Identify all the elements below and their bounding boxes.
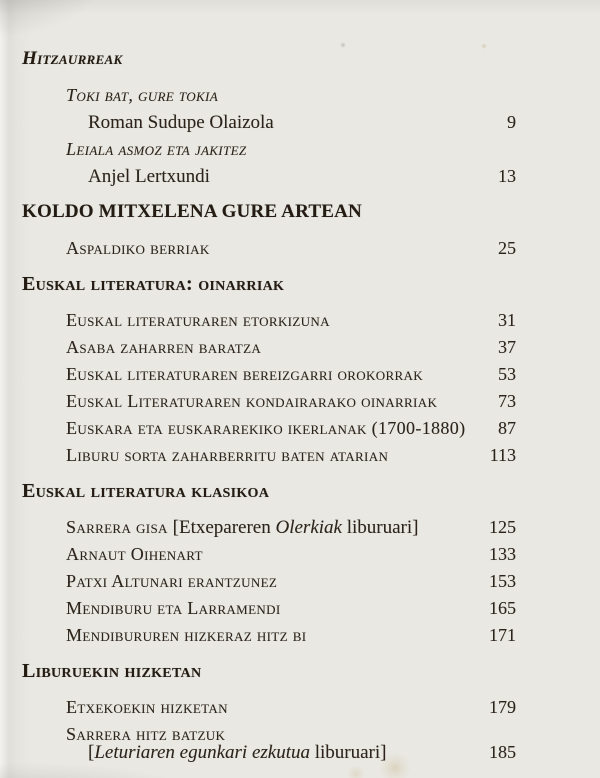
toc-entry (66, 568, 516, 595)
toc-entry-page: 165 (489, 598, 516, 618)
toc-entry-label (88, 109, 470, 136)
toc-entry-label (66, 361, 470, 388)
toc-entry (66, 694, 516, 721)
toc-entry-page: 153 (489, 571, 516, 591)
toc-entry-page: 31 (498, 310, 516, 330)
toc-entry-segment: Roman Sudupe Olaizola (88, 112, 274, 133)
toc-entry-label (66, 514, 470, 541)
toc-section-heading: Euskal literatura: oinarriak (22, 273, 285, 295)
toc-entry-segment: [ (88, 742, 95, 763)
toc-entry (66, 361, 516, 388)
toc-entry-segment: liburuari] (309, 742, 387, 763)
toc-entry-label (66, 568, 470, 595)
toc-entry-label (66, 415, 470, 442)
toc-entry-page: 9 (507, 112, 516, 132)
toc-section (22, 656, 516, 764)
toc-entry (66, 235, 516, 262)
toc-entry-segment: Mendibururen hizkeraz hitz bi (66, 625, 307, 645)
toc-entry-label (66, 334, 470, 361)
toc-entry-page: 113 (489, 445, 516, 465)
toc-entry-segment: Mendiburu eta Larramendi (66, 598, 281, 618)
toc-entry (66, 136, 516, 163)
toc-entry (88, 109, 516, 136)
toc-entry (88, 740, 516, 764)
toc-entry-page: 53 (498, 364, 516, 384)
toc-section (22, 197, 516, 262)
toc-entry (88, 163, 516, 190)
toc-entry-segment: Liburu sorta zaharberritu baten atarian (66, 445, 389, 465)
toc-entry-segment: Sarrera hitz batzuk (66, 724, 226, 744)
toc-entry-page: 125 (489, 517, 516, 537)
toc-entry-page: 171 (489, 625, 516, 645)
toc-entry-page: 133 (489, 544, 516, 564)
toc-entry-segment: Patxi Altunari erantzunez (66, 571, 278, 591)
table-of-contents (22, 44, 516, 764)
toc-entry-segment: [Etxepareren (172, 517, 276, 538)
toc-entry-segment: Leiala asmoz eta jakitez (66, 139, 247, 159)
toc-entry (66, 334, 516, 361)
toc-entry-page: 185 (489, 742, 516, 762)
toc-entry-segment: Sarrera gisa (66, 517, 173, 537)
toc-entry-segment: Arnaut Oihenart (66, 544, 203, 564)
toc-entry (66, 82, 516, 109)
toc-entry (66, 388, 516, 415)
toc-entry-segment: Leturiaren egunkari ezkutua (94, 742, 310, 763)
toc-entry (66, 442, 516, 469)
toc-entry-label (66, 82, 516, 109)
toc-entry-page: 37 (498, 337, 516, 357)
toc-entry-label (88, 163, 470, 190)
toc-entry (66, 307, 516, 334)
toc-entry-segment: Etxekoekin hizketan (66, 697, 228, 717)
toc-entry-segment: Euskal literaturaren etorkizuna (66, 310, 330, 330)
toc-entry-label (66, 235, 470, 262)
toc-section-heading: Hitzaurreak (22, 48, 123, 69)
toc-entry (66, 514, 516, 541)
toc-entry-page: 73 (498, 391, 516, 411)
toc-entry-page: 179 (489, 697, 516, 717)
toc-entry-segment: Aspaldiko berriak (66, 238, 210, 258)
toc-entry-segment: Olerkiak (275, 517, 342, 538)
toc-entry (66, 622, 516, 649)
toc-entry-page: 13 (498, 166, 516, 186)
toc-entry-label (66, 136, 516, 163)
toc-entry (66, 595, 516, 622)
toc-entry (66, 541, 516, 568)
toc-entry-label (88, 740, 470, 765)
toc-entry-label (66, 595, 470, 622)
toc-entry-segment: Euskal literaturaren bereizgarri orokorrak (66, 364, 423, 384)
toc-entry-label (66, 622, 470, 649)
toc-entry (66, 415, 516, 442)
toc-section (22, 44, 516, 190)
toc-entry-segment: Euskara eta euskararekiko ikerlanak (1700-1880) (66, 418, 466, 438)
toc-section-heading: Euskal literatura klasikoa (22, 480, 270, 502)
toc-section-heading: KOLDO MITXELENA GURE ARTEAN (22, 201, 362, 222)
toc-entry-label (66, 442, 470, 469)
toc-entry-page: 87 (498, 418, 516, 438)
toc-entry-label (66, 307, 470, 334)
toc-entry-label (66, 388, 470, 415)
toc-section-heading: Liburuekin hizketan (22, 660, 202, 682)
toc-entry-label (66, 694, 470, 721)
toc-section (22, 476, 516, 649)
toc-entry-segment: Anjel Lertxundi (88, 166, 210, 187)
toc-entry-label (66, 541, 470, 568)
toc-entry-segment: Euskal Literaturaren kondairarako oinarriak (66, 391, 438, 411)
toc-entry-segment: liburuari] (341, 517, 419, 538)
toc-entry-segment: Asaba zaharren baratza (66, 337, 262, 357)
toc-entry-page: 25 (498, 238, 516, 258)
toc-entry-segment: Toki bat, gure tokia (66, 85, 219, 105)
toc-section (22, 269, 516, 469)
